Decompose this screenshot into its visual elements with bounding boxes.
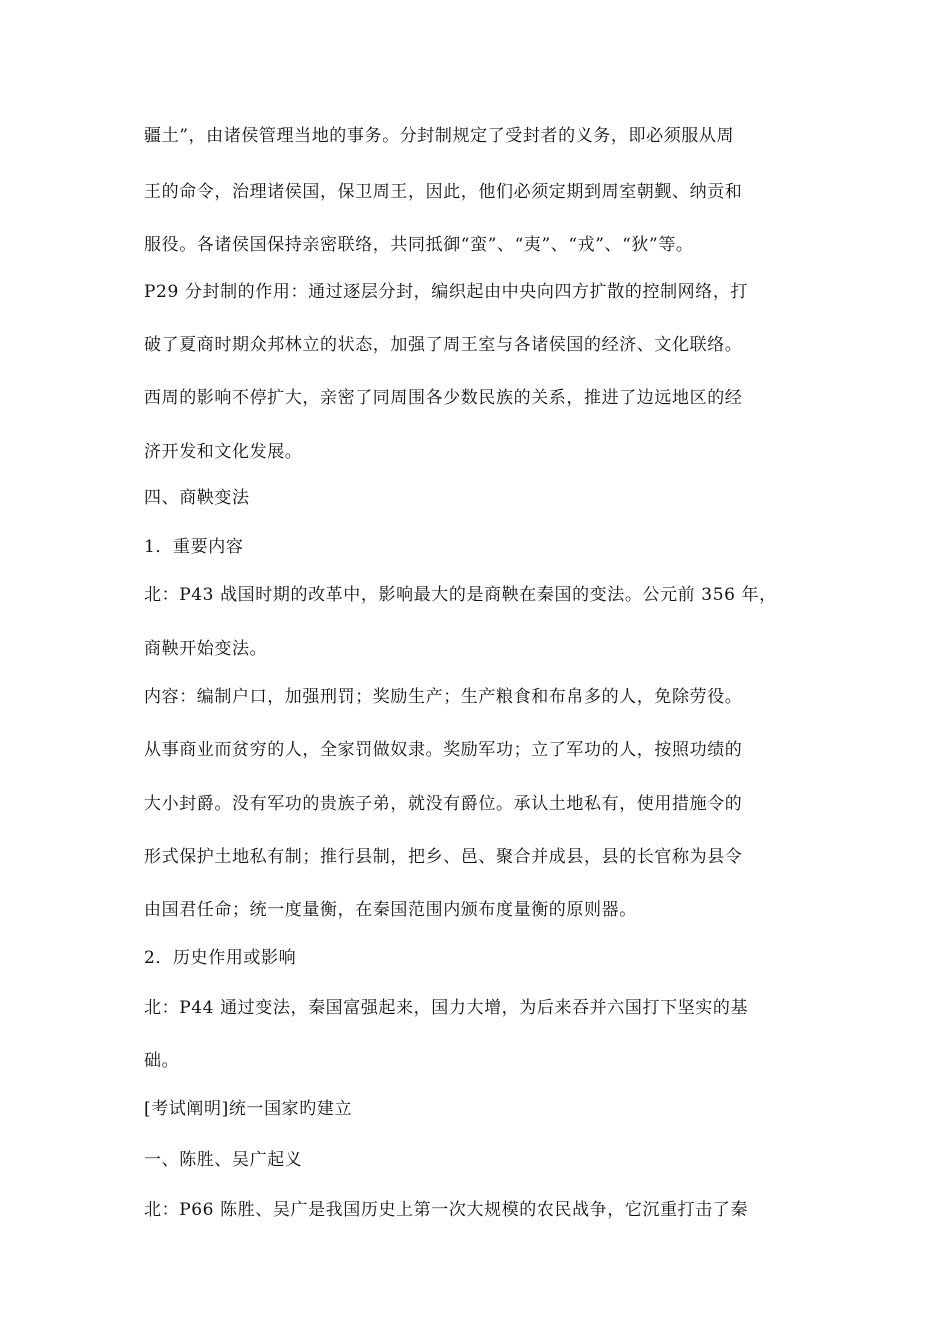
text-line: 由国君任命；统一度量衡，在秦国范围内颁布度量衡的原则器。 xyxy=(144,900,637,920)
text-line: 大小封爵。没有军功的贵族子弟，就没有爵位。承认土地私有，使用措施令的 xyxy=(144,794,743,814)
text-line: 内容：编制户口，加强刑罚；奖励生产；生产粮食和布帛多的人，免除劳役。 xyxy=(144,687,743,707)
text-line: 北：P43 战国时期的改革中，影响最大的是商鞅在秦国的变法。公元前 356 年， xyxy=(144,585,777,605)
text-line: 础。 xyxy=(144,1051,180,1071)
exam-heading: [考试阐明]统一国家旳建立 xyxy=(144,1099,353,1119)
subsection-heading: 2．历史作用或影响 xyxy=(144,948,297,968)
text-line: P29 分封制的作用：通过逐层分封，编织起由中央向四方扩散的控制网络，打 xyxy=(144,282,749,302)
text-line: 济开发和文化发展。 xyxy=(144,442,303,462)
text-line: 服役。各诸侯国保持亲密联络，共同抵御“蛮”、“夷”、“戎”、“狄”等。 xyxy=(144,235,694,255)
section-heading: 一、陈胜、吴广起义 xyxy=(144,1150,303,1170)
text-line: 从事商业而贫穷的人，全家罚做奴隶。奖励军功；立了军功的人，按照功绩的 xyxy=(144,740,743,760)
text-line: 疆土”，由诸侯管理当地的事务。分封制规定了受封者的义务，即必须服从周 xyxy=(144,126,735,146)
text-line: 北：P66 陈胜、吴广是我国历史上第一次大规模的农民战争，它沉重打击了秦 xyxy=(144,1200,749,1220)
section-heading: 四、商鞅变法 xyxy=(144,488,250,508)
text-line: 商鞅开始变法。 xyxy=(144,639,268,659)
subsection-heading: 1．重要内容 xyxy=(144,537,244,557)
text-line: 北：P44 通过变法，秦国富强起来，国力大增，为后来吞并六国打下坚实的基 xyxy=(144,998,749,1018)
text-line: 王的命令，治理诸侯国，保卫周王，因此，他们必须定期到周室朝觐、纳贡和 xyxy=(144,182,743,202)
text-line: 形式保护土地私有制；推行县制，把乡、邑、聚合并成县，县的长官称为县令 xyxy=(144,847,743,867)
text-line: 破了夏商时期众邦林立的状态，加强了周王室与各诸侯国的经济、文化联络。 xyxy=(144,335,743,355)
text-line: 西周的影响不停扩大，亲密了同周围各少数民族的关系，推进了边远地区的经 xyxy=(144,388,743,408)
